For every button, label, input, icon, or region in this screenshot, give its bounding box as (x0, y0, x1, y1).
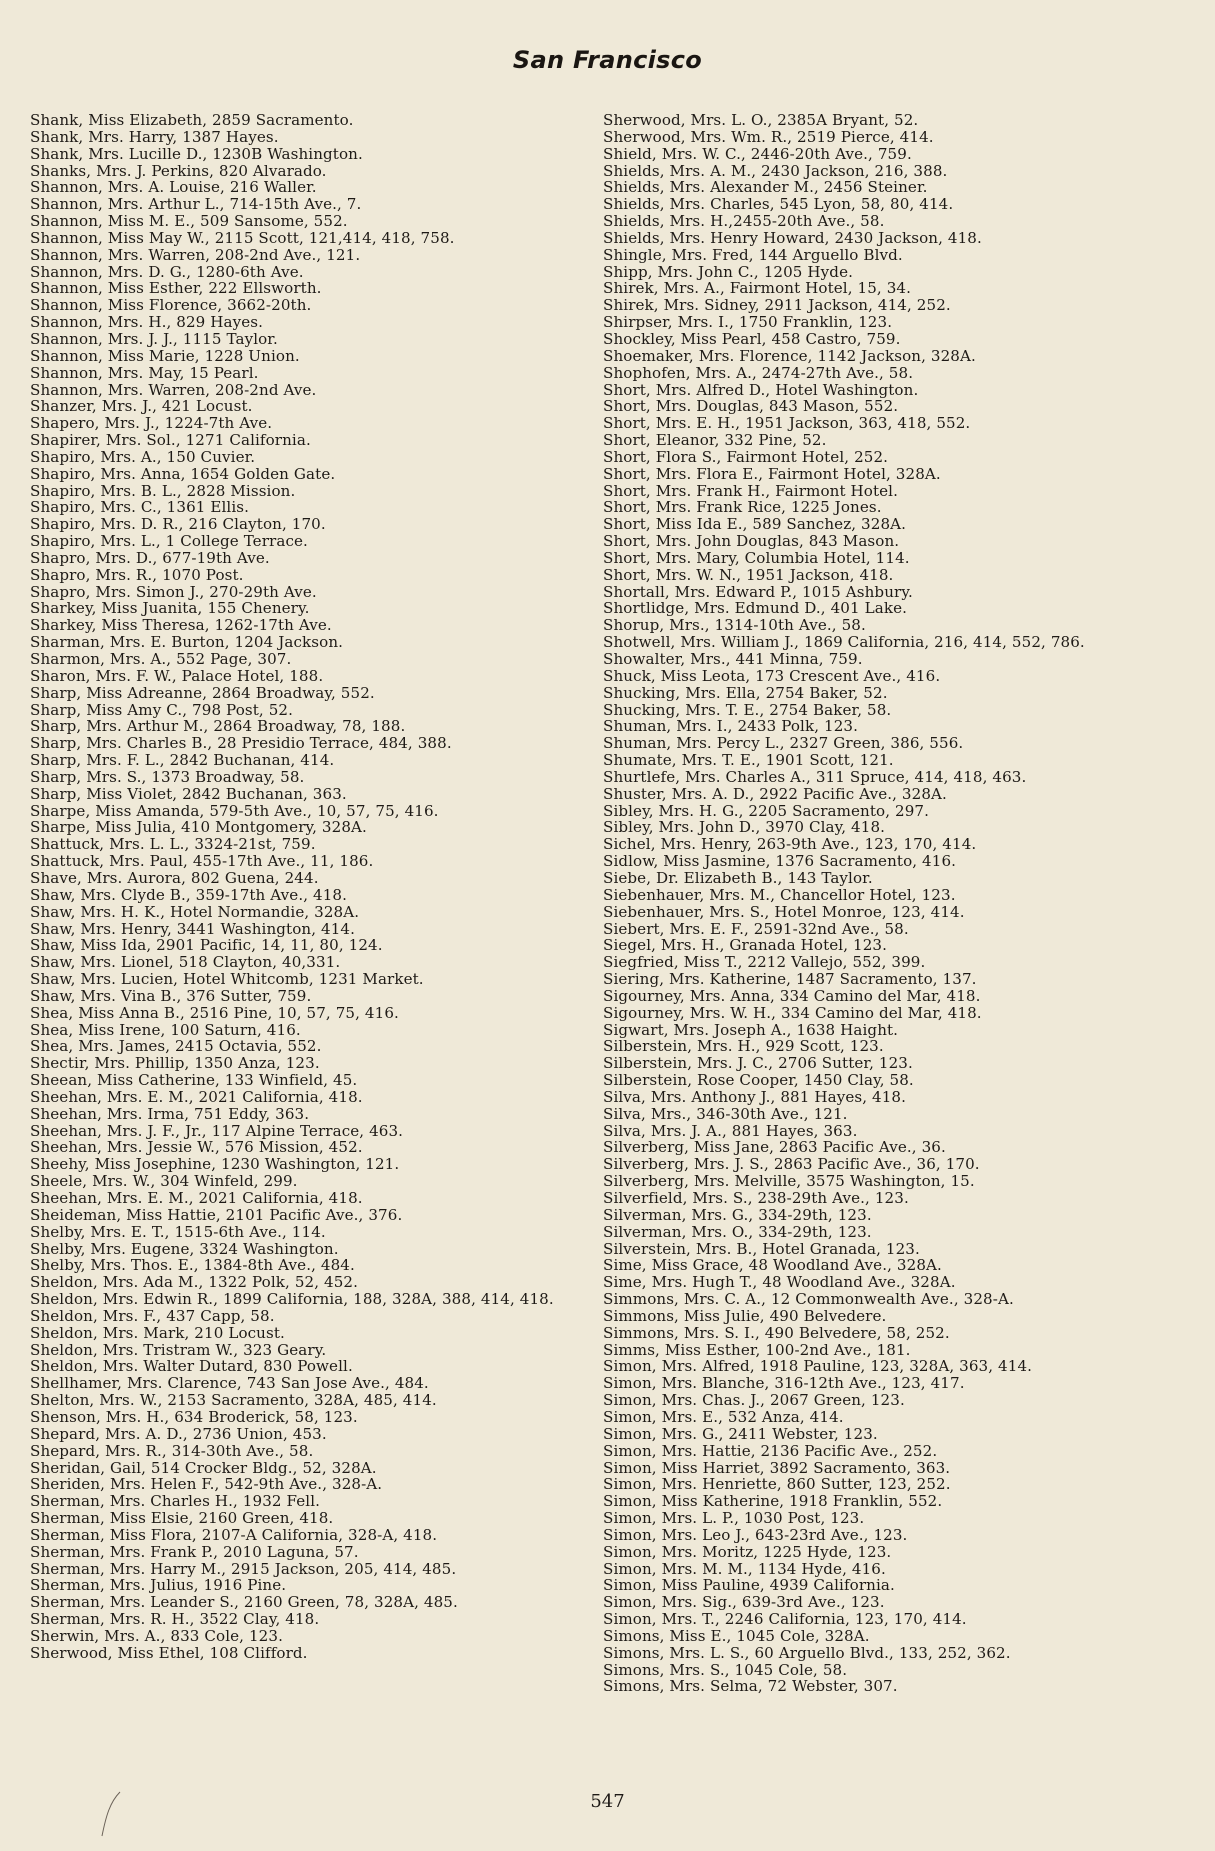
directory-entry: Shuster, Mrs. A. D., 2922 Pacific Ave., 328A. (603, 784, 947, 803)
directory-entry: Simons, Mrs. S., 1045 Cole, 58. (603, 1660, 848, 1679)
directory-entry: Silverstein, Mrs. B., Hotel Granada, 123. (603, 1239, 920, 1258)
directory-entry: Simmons, Miss Julie, 490 Belvedere. (603, 1306, 887, 1325)
directory-entry: Silva, Mrs. Anthony J., 881 Hayes, 418. (603, 1087, 907, 1106)
directory-entry: Simon, Mrs. Blanche, 316-12th Ave., 123, 417. (603, 1374, 965, 1393)
directory-entry: Shapiro, Mrs. B. L., 2828 Mission. (30, 481, 296, 500)
directory-entry: Shophofen, Mrs. A., 2474-27th Ave., 58. (603, 363, 914, 382)
directory-entry: Shectir, Mrs. Phillip, 1350 Anza, 123. (30, 1054, 320, 1073)
directory-entry: Simon, Miss Harriet, 3892 Sacramento, 363. (603, 1458, 951, 1477)
directory-entry: Shurtlefe, Mrs. Charles A., 311 Spruce, 414, 418, 463. (603, 767, 1027, 786)
directory-entry: Shannon, Mrs. May, 15 Pearl. (30, 363, 259, 382)
directory-entry: Shields, Mrs. A. M., 2430 Jackson, 216, 388. (603, 161, 948, 180)
directory-entry: Simons, Mrs. L. S., 60 Arguello Blvd., 133, 252, 362. (603, 1643, 1011, 1662)
directory-entry: Shockley, Miss Pearl, 458 Castro, 759. (603, 329, 901, 348)
directory-entry: Silverberg, Mrs. J. S., 2863 Pacific Ave., 36, 170. (603, 1155, 980, 1174)
directory-entry: Shuman, Mrs. I., 2433 Polk, 123. (603, 717, 858, 736)
directory-entry: Sherman, Mrs. Julius, 1916 Pine. (30, 1576, 287, 1595)
directory-entry: Simon, Mrs. Sig., 639-3rd Ave., 123. (603, 1593, 885, 1612)
directory-entry: Silverberg, Mrs. Melville, 3575 Washington, 15. (603, 1172, 975, 1191)
directory-entry: Sheehan, Mrs. E. M., 2021 California, 418. (30, 1189, 363, 1207)
directory-entry: Shea, Miss Irene, 100 Saturn, 416. (30, 1020, 301, 1039)
directory-entry: Sherman, Miss Flora, 2107-A California, 328-A, 418. (30, 1525, 438, 1544)
directory-entry: Shields, Mrs. Henry Howard, 2430 Jackson, 418. (603, 228, 982, 247)
directory-entry: Sheridan, Gail, 514 Crocker Bldg., 52, 328A. (30, 1458, 377, 1477)
directory-entry: Short, Mrs. E. H., 1951 Jackson, 363, 418, 552. (603, 414, 971, 433)
directory-entry: Shanks, Mrs. J. Perkins, 820 Alvarado. (30, 161, 327, 180)
directory-entry: Sheehy, Miss Josephine, 1230 Washington, 121. (30, 1155, 400, 1174)
directory-entry: Sibley, Mrs. H. G., 2205 Sacramento, 297. (603, 801, 930, 820)
directory-entry: Sheldon, Mrs. Walter Dutard, 830 Powell. (30, 1357, 353, 1376)
directory-entry: Shannon, Mrs. Warren, 208-2nd Ave. (30, 380, 317, 399)
directory-entry: Shirpser, Mrs. I., 1750 Franklin, 123. (603, 313, 893, 332)
directory-entry: Simon, Mrs. E., 532 Anza, 414. (603, 1407, 844, 1426)
directory-entry: Shapro, Mrs. R., 1070 Post. (30, 565, 244, 584)
directory-entry: Sheehan, Mrs. E. M., 2021 California, 418. (30, 1087, 363, 1106)
directory-entry: Shellhamer, Mrs. Clarence, 743 San Jose Ave., 484. (30, 1374, 429, 1393)
directory-entry: Siebert, Mrs. E. F., 2591-32nd Ave., 58. (603, 919, 909, 938)
directory-entry: Simon, Mrs. T., 2246 California, 123, 170, 414. (603, 1610, 967, 1629)
directory-entry: Sherwood, Mrs. Wm. R., 2519 Pierce, 414. (603, 127, 934, 146)
directory-entry: Silva, Mrs., 346-30th Ave., 121. (603, 1104, 848, 1123)
directory-entry: Simon, Mrs. Leo J., 643-23rd Ave., 123. (603, 1525, 908, 1544)
directory-entry: Sigwart, Mrs. Joseph A., 1638 Haight. (603, 1020, 899, 1039)
directory-entry: Shelby, Mrs. E. T., 1515-6th Ave., 114. (30, 1222, 326, 1241)
directory-entry: Sibley, Mrs. John D., 3970 Clay, 418. (603, 818, 886, 837)
directory-entry: Sharp, Mrs. Charles B., 28 Presidio Terrace, 484, 388. (30, 734, 452, 753)
directory-entry: Sharman, Mrs. E. Burton, 1204 Jackson. (30, 633, 344, 652)
directory-entry: Sigourney, Mrs. W. H., 334 Camino del Mar, 418. (603, 1003, 982, 1022)
directory-entry: Sidlow, Miss Jasmine, 1376 Sacramento, 416. (603, 852, 957, 871)
directory-entry: Siebenhauer, Mrs. S., Hotel Monroe, 123, 414. (603, 902, 965, 921)
directory-entry: Simon, Miss Pauline, 4939 California. (603, 1576, 895, 1595)
directory-entry: Short, Mrs. Flora E., Fairmont Hotel, 328A. (603, 464, 941, 483)
directory-entry: Simmons, Mrs. S. I., 490 Belvedere, 58, 252. (603, 1323, 950, 1342)
directory-entry: Short, Mrs. Alfred D., Hotel Washington. (603, 380, 919, 399)
page-title: San Francisco (512, 46, 703, 74)
directory-entry: Shank, Mrs. Harry, 1387 Hayes. (30, 127, 279, 146)
directory-entry: Short, Mrs. Douglas, 843 Mason, 552. (603, 397, 899, 416)
directory-entry: Shannon, Mrs. H., 829 Hayes. (30, 313, 264, 332)
directory-entry: Shirek, Mrs. A., Fairmont Hotel, 15, 34. (603, 279, 912, 298)
directory-entry: Siering, Mrs. Katherine, 1487 Sacramento, 137. (603, 970, 977, 989)
page-number: 547 (590, 1791, 625, 1812)
directory-entry: Simon, Mrs. Hattie, 2136 Pacific Ave., 252. (603, 1441, 938, 1460)
directory-entry: Silberstein, Mrs. J. C., 2706 Sutter, 123. (603, 1054, 913, 1073)
directory-entry: Sheideman, Miss Hattie, 2101 Pacific Ave., 376. (30, 1205, 403, 1224)
directory-entry: Simon, Mrs. Chas. J., 2067 Green, 123. (603, 1391, 905, 1410)
directory-entry: Sherman, Mrs. Harry M., 2915 Jackson, 205, 414, 485. (30, 1559, 457, 1578)
directory-entry: Shapirer, Mrs. Sol., 1271 California. (30, 431, 311, 450)
directory-entry: Sheldon, Mrs. Mark, 210 Locust. (30, 1323, 285, 1342)
directory-entry: Sharp, Miss Amy C., 798 Post, 52. (30, 700, 293, 719)
directory-entry: Shortlidge, Mrs. Edmund D., 401 Lake. (603, 599, 908, 618)
directory-entry: Simon, Mrs. Moritz, 1225 Hyde, 123. (603, 1542, 892, 1561)
directory-entry: Shapiro, Mrs. C., 1361 Ellis. (30, 498, 250, 517)
directory-entry: Shorup, Mrs., 1314-10th Ave., 58. (603, 616, 866, 635)
directory-entry: Sharp, Mrs. F. L., 2842 Buchanan, 414. (30, 751, 335, 770)
directory-entry: Shenson, Mrs. H., 634 Broderick, 58, 123. (30, 1407, 358, 1426)
directory-entry: Silverberg, Miss Jane, 2863 Pacific Ave., 36. (603, 1138, 946, 1157)
directory-entry: Sime, Miss Grace, 48 Woodland Ave., 328A. (603, 1256, 942, 1275)
directory-entry: Shapro, Mrs. D., 677-19th Ave. (30, 548, 270, 567)
directory-entry: Shield, Mrs. W. C., 2446-20th Ave., 759. (603, 144, 912, 163)
directory-entry: Shelby, Mrs. Eugene, 3324 Washington. (30, 1239, 339, 1258)
directory-entry: Silva, Mrs. J. A., 881 Hayes, 363. (603, 1121, 858, 1140)
directory-entry: Sherwood, Miss Ethel, 108 Clifford. (30, 1643, 308, 1662)
directory-entry: Shelton, Mrs. W., 2153 Sacramento, 328A, 485, 414. (30, 1391, 437, 1410)
directory-entry: Simon, Mrs. M. M., 1134 Hyde, 416. (603, 1559, 886, 1578)
directory-entry: Short, Mrs. W. N., 1951 Jackson, 418. (603, 565, 894, 584)
directory-entry: Shannon, Mrs. Warren, 208-2nd Ave., 121. (30, 245, 361, 264)
directory-entry: Shaw, Mrs. Vina B., 376 Sutter, 759. (30, 986, 312, 1005)
directory-entry: Shannon, Mrs. J. J., 1115 Taylor. (30, 329, 278, 348)
directory-entry: Sheldon, Mrs. Edwin R., 1899 California, 188, 328A, 388, 414, 418. (30, 1290, 554, 1309)
directory-entry: Short, Mrs. Frank H., Fairmont Hotel. (603, 481, 898, 500)
directory-entry: Short, Eleanor, 332 Pine, 52. (603, 431, 827, 450)
directory-entry: Shotwell, Mrs. William J., 1869 California, 216, 414, 552, 786. (603, 633, 1085, 652)
directory-entry: Shaw, Mrs. Clyde B., 359-17th Ave., 418. (30, 885, 348, 904)
directory-entry: Simon, Mrs. Henriette, 860 Sutter, 123, 252. (603, 1475, 951, 1494)
directory-entry: Shattuck, Mrs. L. L., 3324-21st, 759. (30, 835, 316, 854)
directory-entry: Simons, Miss E., 1045 Cole, 328A. (603, 1626, 870, 1645)
directory-entry: Shattuck, Mrs. Paul, 455-17th Ave., 11, 186. (30, 852, 374, 871)
directory-entry: Shave, Mrs. Aurora, 802 Guena, 244. (30, 868, 319, 887)
directory-entry: Shapiro, Mrs. A., 150 Cuvier. (30, 447, 256, 466)
directory-entry: Shank, Mrs. Lucille D., 1230B Washington. (30, 144, 363, 163)
directory-entry: Shuman, Mrs. Percy L., 2327 Green, 386, 556. (603, 734, 964, 753)
directory-entry: Shannon, Miss M. E., 509 Sansome, 552. (30, 212, 348, 231)
directory-entry: Short, Mrs. Frank Rice, 1225 Jones. (603, 498, 882, 517)
directory-entry: Shucking, Mrs. T. E., 2754 Baker, 58. (603, 700, 892, 719)
directory-entry: Shingle, Mrs. Fred, 144 Arguello Blvd. (603, 245, 903, 264)
directory-entry: Shelby, Mrs. Thos. E., 1384-8th Ave., 484. (30, 1256, 355, 1275)
directory-entry: Shucking, Mrs. Ella, 2754 Baker, 52. (603, 683, 888, 702)
directory-entry: Sherman, Mrs. R. H., 3522 Clay, 418. (30, 1610, 320, 1629)
directory-entry: Sheean, Miss Catherine, 133 Winfield, 45. (30, 1071, 358, 1090)
directory-entry: Siegel, Mrs. H., Granada Hotel, 123. (603, 936, 888, 955)
directory-entry: Shepard, Mrs. A. D., 2736 Union, 453. (30, 1424, 327, 1443)
directory-entry: Simons, Mrs. Selma, 72 Webster, 307. (603, 1677, 898, 1696)
directory-entry: Siebenhauer, Mrs. M., Chancellor Hotel, 123. (603, 885, 956, 904)
directory-entry: Sheldon, Mrs. F., 437 Capp, 58. (30, 1306, 275, 1325)
directory-entry: Sheele, Mrs. W., 304 Winfeld, 299. (30, 1172, 298, 1191)
directory-entry: Short, Mrs. John Douglas, 843 Mason. (603, 532, 900, 551)
directory-entry: Shuck, Miss Leota, 173 Crescent Ave., 416. (603, 666, 941, 685)
directory-entry: Simon, Mrs. G., 2411 Webster, 123. (603, 1424, 878, 1443)
directory-entry: Shanzer, Mrs. J., 421 Locust. (30, 397, 253, 416)
directory-entry: Sharpe, Miss Julia, 410 Montgomery, 328A. (30, 818, 367, 837)
directory-entry: Shoemaker, Mrs. Florence, 1142 Jackson, 328A. (603, 346, 976, 365)
directory-entry: Silverman, Mrs. O., 334-29th, 123. (603, 1222, 872, 1241)
directory-entry: Shannon, Mrs. Arthur L., 714-15th Ave., 7. (30, 195, 362, 214)
directory-entry: Silberstein, Rose Cooper, 1450 Clay, 58. (603, 1071, 914, 1090)
right-column (603, 112, 1183, 1695)
directory-entry: Sheldon, Mrs. Ada M., 1322 Polk, 52, 452. (30, 1273, 359, 1292)
directory-entry: Shapero, Mrs. J., 1224-7th Ave. (30, 414, 273, 433)
directory-entry: Siebe, Dr. Elizabeth B., 143 Taylor. (603, 868, 873, 887)
directory-entry: Shank, Miss Elizabeth, 2859 Sacramento. (30, 111, 354, 129)
directory-entry: Shumate, Mrs. T. E., 1901 Scott, 121. (603, 751, 894, 770)
directory-entry: Sheehan, Mrs. J. F., Jr., 117 Alpine Terrace, 463. (30, 1121, 404, 1140)
directory-entry: Silverfield, Mrs. S., 238-29th Ave., 123. (603, 1189, 909, 1207)
directory-entry: Sherman, Mrs. Charles H., 1932 Fell. (30, 1492, 321, 1511)
directory-entry: Showalter, Mrs., 441 Minna, 759. (603, 650, 863, 668)
directory-entry: Shaw, Mrs. Lionel, 518 Clayton, 40,331. (30, 953, 341, 972)
directory-entry: Simon, Mrs. Alfred, 1918 Pauline, 123, 328A, 363, 414. (603, 1357, 1033, 1376)
directory-entry: Shaw, Mrs. Henry, 3441 Washington, 414. (30, 919, 356, 938)
directory-entry: Sime, Mrs. Hugh T., 48 Woodland Ave., 328A. (603, 1273, 956, 1292)
directory-entry: Simon, Mrs. L. P., 1030 Post, 123. (603, 1509, 865, 1528)
directory-entry: Simmons, Mrs. C. A., 12 Commonwealth Ave., 328-A. (603, 1290, 1014, 1309)
directory-entry: Sheldon, Mrs. Tristram W., 323 Geary. (30, 1340, 327, 1359)
directory-entry: Sichel, Mrs. Henry, 263-9th Ave., 123, 170, 414. (603, 835, 977, 854)
directory-entry: Simms, Miss Esther, 100-2nd Ave., 181. (603, 1340, 911, 1359)
directory-entry: Sheriden, Mrs. Helen F., 542-9th Ave., 328-A. (30, 1475, 383, 1494)
directory-entry: Shields, Mrs. Alexander M., 2456 Steiner. (603, 178, 928, 197)
directory-entry: Shaw, Mrs. H. K., Hotel Normandie, 328A. (30, 902, 360, 921)
directory-entry: Shannon, Mrs. A. Louise, 216 Waller. (30, 178, 317, 197)
directory-entry: Silverman, Mrs. G., 334-29th, 123. (603, 1205, 872, 1224)
directory-entry: Sharp, Miss Adreanne, 2864 Broadway, 552. (30, 683, 375, 702)
directory-entry: Short, Miss Ida E., 589 Sanchez, 328A. (603, 515, 907, 534)
directory-entry: Short, Mrs. Mary, Columbia Hotel, 114. (603, 548, 910, 567)
directory-entry: Sharp, Mrs. Arthur M., 2864 Broadway, 78, 188. (30, 717, 406, 736)
directory-entry: Sharp, Miss Violet, 2842 Buchanan, 363. (30, 784, 347, 803)
directory-entry: Shaw, Miss Ida, 2901 Pacific, 14, 11, 80, 124. (30, 936, 383, 955)
directory-entry: Sharmon, Mrs. A., 552 Page, 307. (30, 650, 292, 668)
directory-entry: Simon, Miss Katherine, 1918 Franklin, 552. (603, 1492, 943, 1511)
directory-entry: Shortall, Mrs. Edward P., 1015 Ashbury. (603, 582, 913, 601)
directory-entry: Sherman, Mrs. Leander S., 2160 Green, 78, 328A, 485. (30, 1593, 458, 1612)
directory-entry: Shields, Mrs. H.,2455-20th Ave., 58. (603, 212, 885, 231)
directory-entry: Sherman, Miss Elsie, 2160 Green, 418. (30, 1509, 334, 1528)
directory-entry: Shaw, Mrs. Lucien, Hotel Whitcomb, 1231 Market. (30, 970, 424, 989)
directory-entry: Shirek, Mrs. Sidney, 2911 Jackson, 414, 252. (603, 296, 951, 315)
left-column (30, 112, 595, 1662)
directory-entry: Shepard, Mrs. R., 314-30th Ave., 58. (30, 1441, 314, 1460)
directory-entry: Sherman, Mrs. Frank P., 2010 Laguna, 57. (30, 1542, 359, 1561)
directory-entry: Shannon, Miss Marie, 1228 Union. (30, 346, 300, 365)
directory-entry: Shea, Miss Anna B., 2516 Pine, 10, 57, 75, 416. (30, 1003, 399, 1022)
directory-entry: Sharkey, Miss Theresa, 1262-17th Ave. (30, 616, 332, 635)
directory-entry: Siegfried, Miss T., 2212 Vallejo, 552, 399. (603, 953, 926, 972)
directory-entry: Shipp, Mrs. John C., 1205 Hyde. (603, 262, 853, 281)
directory-entry: Sharon, Mrs. F. W., Palace Hotel, 188. (30, 666, 324, 685)
directory-entry: Short, Flora S., Fairmont Hotel, 252. (603, 447, 889, 466)
directory-entry: Sigourney, Mrs. Anna, 334 Camino del Mar, 418. (603, 986, 981, 1005)
directory-entry: Silberstein, Mrs. H., 929 Scott, 123. (603, 1037, 884, 1056)
directory-entry: Sherwood, Mrs. L. O., 2385A Bryant, 52. (603, 111, 919, 129)
directory-entry: Shannon, Miss Esther, 222 Ellsworth. (30, 279, 322, 298)
directory-entry: Sheehan, Mrs. Irma, 751 Eddy, 363. (30, 1104, 310, 1123)
directory-entry: Shannon, Mrs. D. G., 1280-6th Ave. (30, 262, 304, 281)
directory-entry: Shapro, Mrs. Simon J., 270-29th Ave. (30, 582, 317, 601)
directory-entry: Shapiro, Mrs. D. R., 216 Clayton, 170. (30, 515, 326, 534)
directory-entry: Sharpe, Miss Amanda, 579-5th Ave., 10, 57, 75, 416. (30, 801, 439, 820)
directory-entry: Sharkey, Miss Juanita, 155 Chenery. (30, 599, 310, 618)
directory-entry: Shannon, Miss Florence, 3662-20th. (30, 296, 312, 315)
directory-entry: Shea, Mrs. James, 2415 Octavia, 552. (30, 1037, 322, 1056)
directory-entry: Sheehan, Mrs. Jessie W., 576 Mission, 452. (30, 1138, 363, 1157)
directory-entry: Sherwin, Mrs. A., 833 Cole, 123. (30, 1626, 283, 1645)
directory-entry: Shields, Mrs. Charles, 545 Lyon, 58, 80, 414. (603, 195, 954, 214)
directory-entry: Sharp, Mrs. S., 1373 Broadway, 58. (30, 767, 305, 786)
directory-entry: Shannon, Miss May W., 2115 Scott, 121,414, 418, 758. (30, 228, 455, 247)
directory-entry: Shapiro, Mrs. L., 1 College Terrace. (30, 532, 308, 551)
directory-entry: Shapiro, Mrs. Anna, 1654 Golden Gate. (30, 464, 336, 483)
